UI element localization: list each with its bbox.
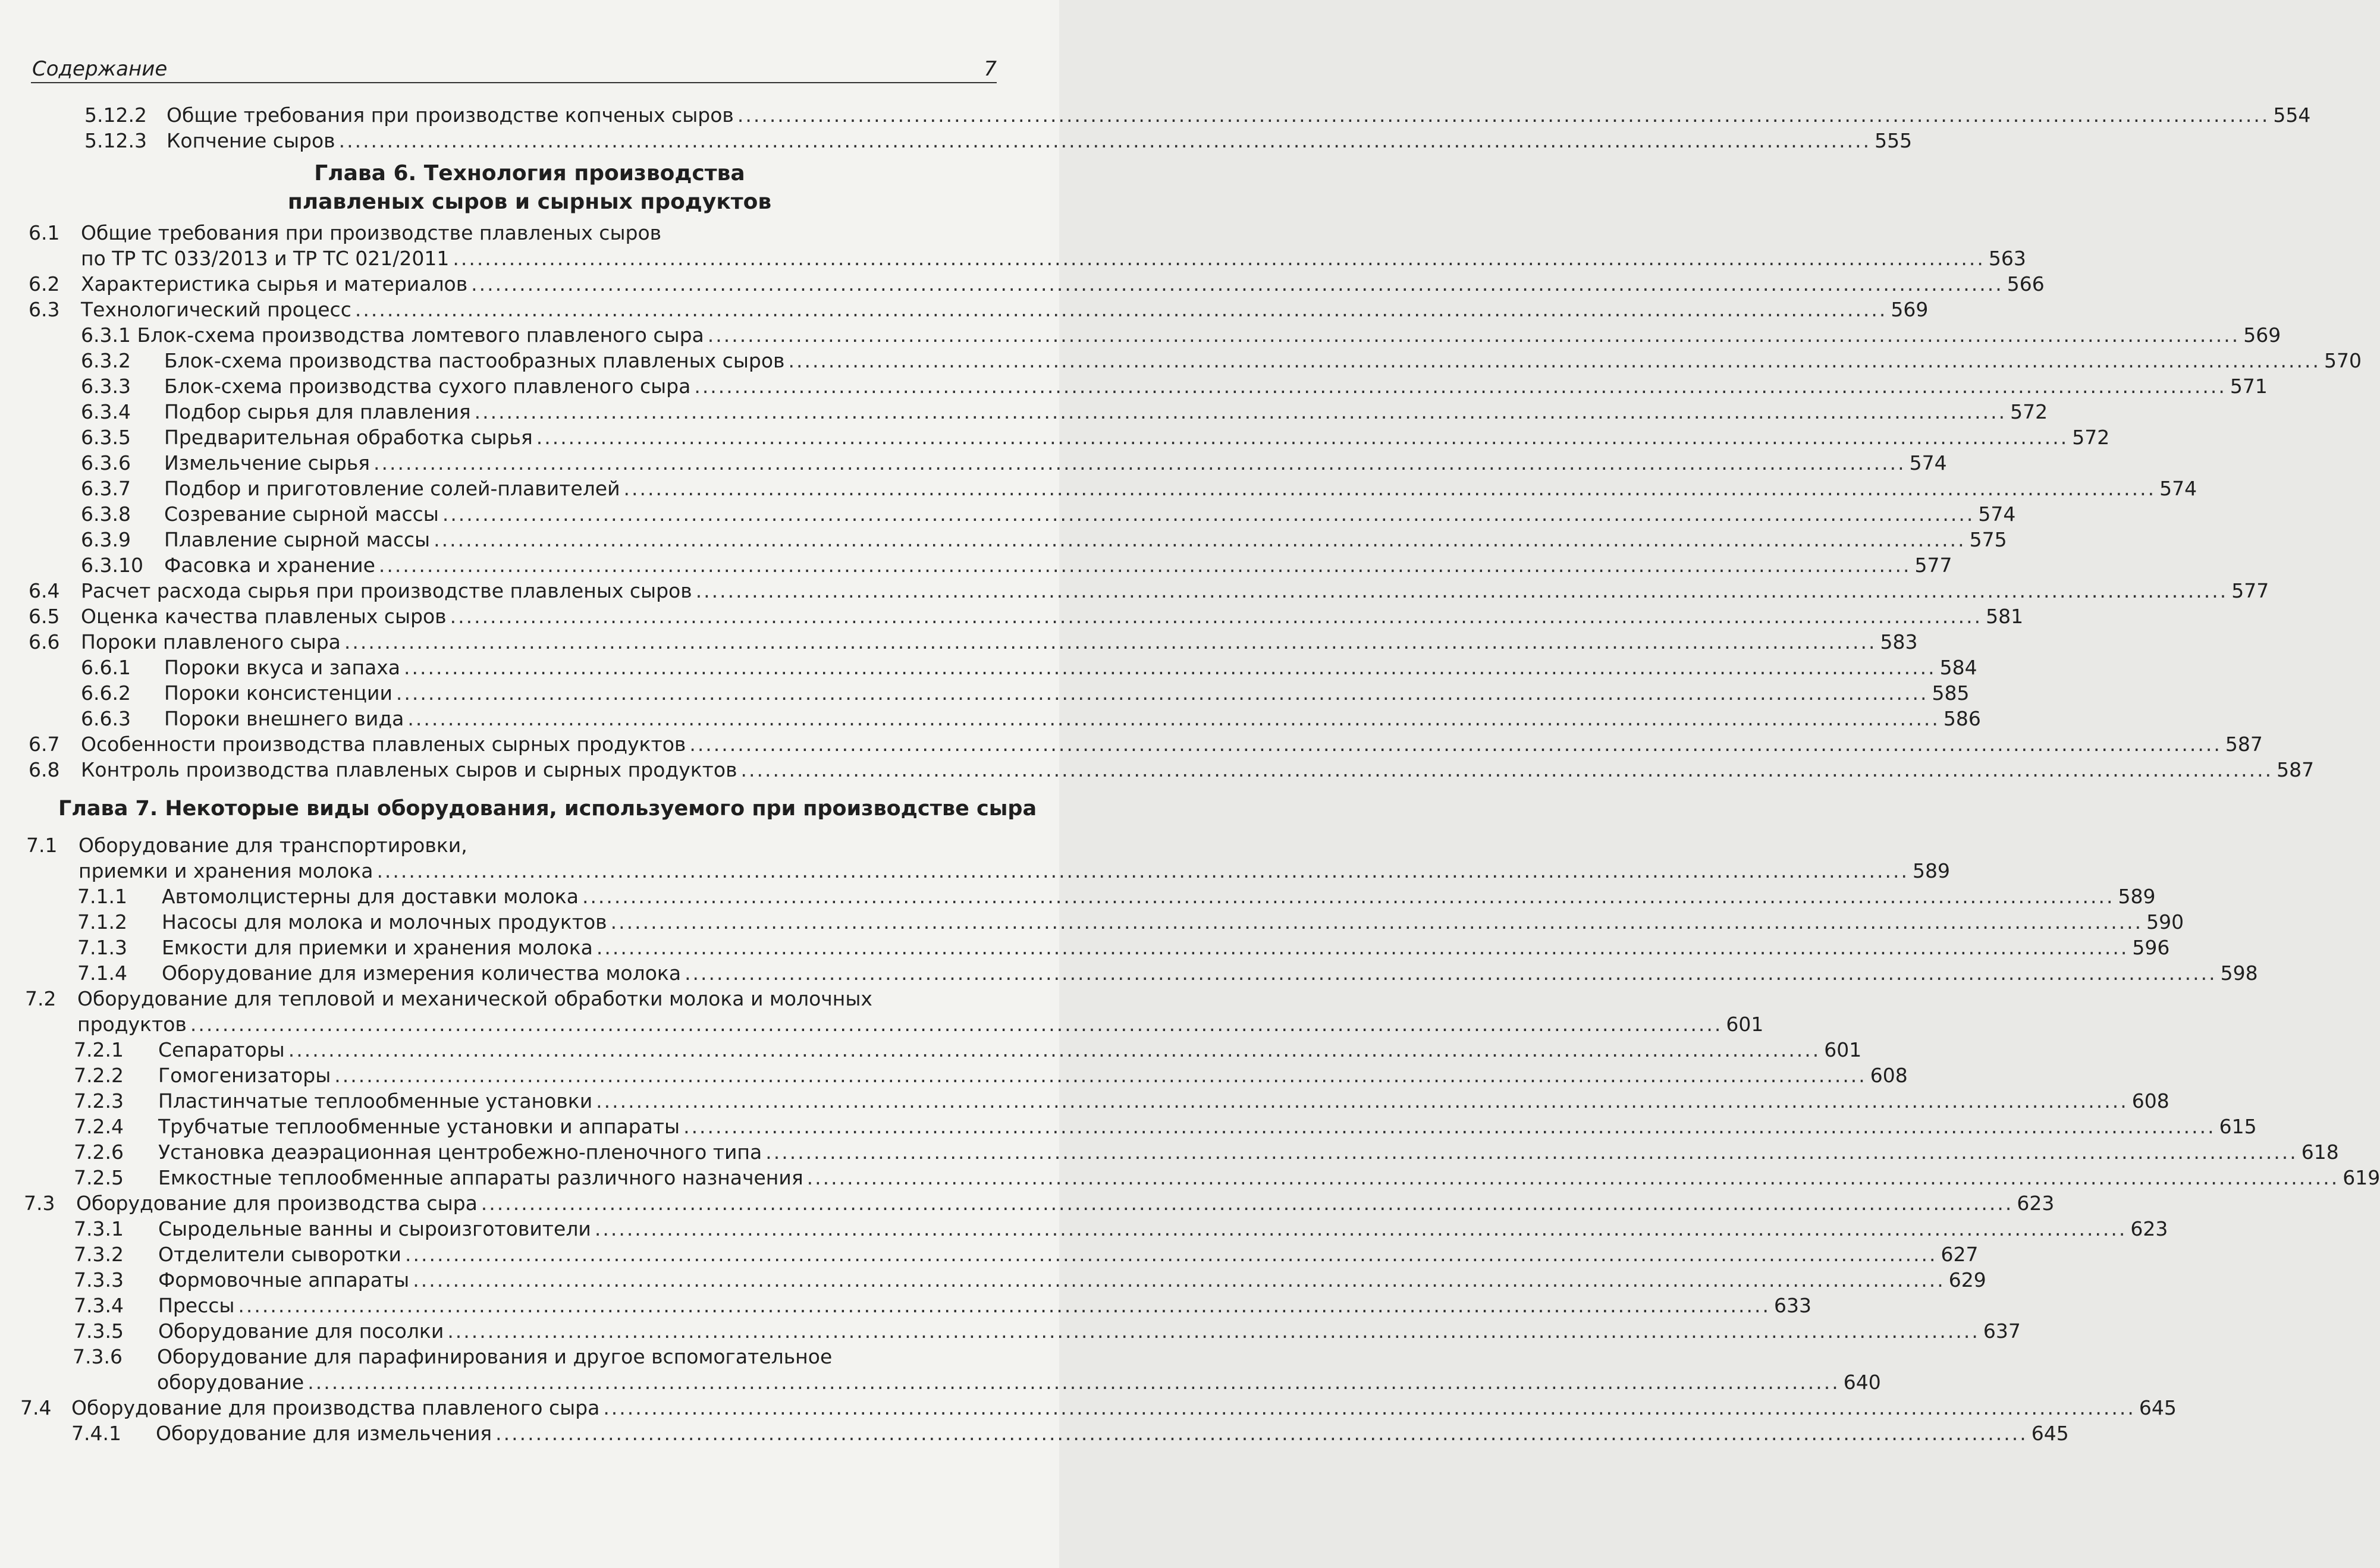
toc-entry-title: Блок-схема производства сухого плавленого сыра — [164, 375, 691, 398]
toc-entry-title: Оборудование для производства сыра — [76, 1192, 478, 1215]
toc-entry-page: 633 — [1773, 1294, 1811, 1317]
toc-entry-line — [164, 501, 2016, 527]
toc-entry-line — [79, 858, 1950, 884]
toc-entry-number: 7.2.1 — [74, 1038, 124, 1061]
toc-entry — [0, 960, 2258, 986]
dot-leader: ............................................................................................................................................................................................... — [683, 1115, 2216, 1138]
toc-entry — [0, 884, 2156, 909]
dot-leader: ............................................................................................................................................................................................... — [373, 451, 1906, 475]
toc-entry-page: 571 — [2230, 375, 2268, 398]
toc-entry-page: 627 — [1941, 1243, 1979, 1266]
toc-entry-title: Плавление сырной массы — [164, 528, 431, 551]
toc-entry-title: Подбор и приготовление солей-плавителей — [164, 477, 620, 500]
toc-entry-page: 566 — [2007, 272, 2045, 296]
toc-entry-title: Емкости для приемки и хранения молока — [162, 936, 593, 959]
toc-entry-line — [164, 655, 1977, 680]
toc-entry-line — [164, 425, 2110, 450]
dot-leader: ............................................................................................................................................................................................... — [405, 1243, 1938, 1266]
toc-entry-line — [164, 476, 2197, 501]
toc-entry-line — [158, 1088, 2169, 1114]
toc-entry-page: 637 — [1983, 1319, 2021, 1343]
toc-entry — [0, 501, 2016, 527]
toc-entry-number: 6.3.4 — [81, 400, 131, 423]
dot-leader: ............................................................................................................................................................................................... — [707, 323, 2240, 347]
toc-entry-page: 574 — [1909, 451, 1947, 475]
toc-entry-title: Пороки вкуса и запаха — [164, 656, 401, 679]
toc-entry-number: 6.3.3 — [81, 375, 131, 398]
toc-entry-page: 554 — [2273, 103, 2311, 127]
toc-entry-line — [81, 246, 2026, 271]
toc-entry — [0, 1267, 1986, 1293]
toc-entry-title: Блок-схема производства пастообразных плавленых сыров — [164, 349, 785, 372]
dot-leader: ............................................................................................................................................................................................... — [404, 656, 1936, 679]
toc-entry — [0, 1165, 2380, 1190]
toc-entry-line — [167, 102, 2311, 128]
toc-entry-page: 577 — [1914, 554, 1952, 577]
toc-entry — [0, 1088, 2169, 1114]
toc-entry-number: 7.3.3 — [74, 1268, 124, 1292]
toc-entry-title: Общие требования при производстве копченых сыров — [167, 103, 734, 127]
toc-entry-number: 5.12.2 — [84, 103, 147, 127]
toc-entry-title: Измельчение сырья — [164, 451, 370, 475]
toc-entry — [0, 102, 2311, 128]
dot-leader: ............................................................................................................................................................................................... — [453, 247, 1985, 270]
toc-entry-number: 6.6.3 — [81, 707, 131, 730]
toc-entry-line — [76, 1190, 2055, 1216]
toc-entry-number: 7.4 — [20, 1396, 52, 1419]
dot-leader: ............................................................................................................................................................................................... — [190, 1013, 1723, 1036]
dot-leader: ............................................................................................................................................................................................... — [481, 1192, 2014, 1215]
toc-entry — [0, 1421, 2069, 1446]
toc-entry-line — [81, 271, 2045, 297]
dot-leader: ............................................................................................................................................................................................... — [495, 1422, 2028, 1445]
toc-entry-title: Сепараторы — [158, 1038, 285, 1061]
toc-entry — [0, 1344, 1059, 1369]
toc-entry-page: 608 — [2131, 1089, 2169, 1113]
toc-entry-number: 6.3.8 — [81, 502, 131, 526]
toc-entry-page: 583 — [1880, 630, 1918, 653]
toc-entry-page: 590 — [2146, 910, 2184, 934]
toc-entry — [0, 1318, 2021, 1344]
toc-entry-page: 598 — [2220, 961, 2258, 985]
dot-leader: ............................................................................................................................................................................................... — [689, 733, 2222, 756]
toc-entry — [0, 1190, 2055, 1216]
dot-leader: ............................................................................................................................................................................................... — [307, 1371, 1840, 1394]
toc-entry-title: Подбор сырья для плавления — [164, 400, 471, 423]
toc-entry-number: 6.8 — [29, 758, 60, 781]
toc-entry-number: 7.2.3 — [74, 1089, 124, 1113]
dot-leader: ............................................................................................................................................................................................... — [788, 349, 2321, 372]
dot-leader: ............................................................................................................................................................................................... — [376, 859, 1909, 882]
running-header — [31, 52, 997, 83]
toc-entry-title: Емкостные теплообменные аппараты различного назначения — [158, 1166, 803, 1189]
dot-leader: ............................................................................................................................................................................................... — [450, 605, 1983, 628]
toc-entry-page: 555 — [1875, 129, 1913, 152]
toc-entry-line — [162, 884, 2156, 909]
dot-leader: ............................................................................................................................................................................................... — [695, 579, 2228, 602]
toc-entry-page: 581 — [1986, 605, 2024, 628]
dot-leader: ............................................................................................................................................................................................... — [442, 502, 1975, 526]
dot-leader: ............................................................................................................................................................................................... — [474, 400, 2007, 423]
toc-entry-page: 585 — [1932, 681, 1970, 705]
toc-entry-line — [81, 731, 2263, 757]
toc-entry — [0, 476, 2197, 501]
toc-entry-number: 7.3.5 — [74, 1319, 124, 1343]
toc-entry — [0, 1242, 1979, 1267]
toc-entry — [0, 909, 2184, 935]
toc-entry-title: Пороки внешнего вида — [164, 707, 404, 730]
dot-leader: ............................................................................................................................................................................................... — [685, 961, 2217, 985]
dot-leader: ............................................................................................................................................................................................... — [334, 1064, 1867, 1087]
chapter7-entries-c — [0, 1395, 2177, 1446]
toc-entry-number: 7.4.1 — [71, 1422, 121, 1445]
dot-leader: ............................................................................................................................................................................................... — [610, 910, 2143, 934]
toc-entry — [0, 706, 1981, 731]
toc-entry-line — [158, 1242, 1979, 1267]
toc-entry-number: 6.3 — [29, 298, 60, 321]
toc-entry-title: Отделители сыворотки — [158, 1243, 401, 1266]
header-section-title: Содержание — [32, 57, 168, 81]
toc-entry — [0, 425, 2110, 450]
toc-entry — [0, 935, 2170, 960]
toc-entry-number: 7.1.3 — [77, 936, 127, 959]
toc-entry-page: 574 — [1978, 502, 2016, 526]
toc-entry — [0, 552, 1952, 578]
dot-leader: ............................................................................................................................................................................................... — [288, 1038, 1821, 1061]
toc-entry-number: 6.6.1 — [81, 656, 131, 679]
toc-entry-title: Пластинчатые теплообменные установки — [158, 1089, 593, 1113]
toc-entry-line — [71, 1395, 2177, 1421]
toc-entry-title: Копчение сыров — [167, 129, 335, 152]
toc-entry-continuation — [0, 1369, 1881, 1395]
dot-leader: ............................................................................................................................................................................................... — [395, 681, 1929, 705]
toc-entry-page: 645 — [2139, 1396, 2177, 1419]
toc-entry-page: 587 — [2277, 758, 2315, 781]
toc-entry-line — [164, 706, 1981, 731]
dot-leader: ............................................................................................................................................................................................... — [596, 936, 2129, 959]
toc-entry-line — [81, 297, 1929, 322]
toc-entry-title: Расчет расхода сырья при производстве плавленых сыров — [81, 579, 692, 602]
toc-entry-number: 7.1.4 — [77, 961, 127, 985]
toc-entry-page: 619 — [2343, 1166, 2380, 1189]
dot-leader: ............................................................................................................................................................................................... — [603, 1396, 2136, 1419]
toc-entry-page: 601 — [1824, 1038, 1862, 1061]
toc-entry — [0, 731, 2263, 757]
toc-entry-page: 577 — [2231, 579, 2269, 602]
toc-entry — [0, 1037, 1862, 1063]
toc-entry-line — [81, 604, 2024, 629]
toc-entry — [0, 629, 1918, 655]
dot-leader: ............................................................................................................................................................................................... — [806, 1166, 2340, 1189]
toc-entry-title: Фасовка и хранение — [164, 554, 375, 577]
toc-entry-page: 615 — [2219, 1115, 2257, 1138]
toc-entry-continuation — [0, 858, 1950, 884]
toc-entry — [0, 1395, 2177, 1421]
toc-entry-title: Оборудование для парафинирования и другое вспомогательное — [157, 1345, 833, 1368]
dot-leader: ............................................................................................................................................................................................... — [594, 1217, 2127, 1240]
toc-entry — [0, 832, 1059, 858]
toc-entry-title: оборудование — [157, 1371, 304, 1394]
toc-entry-title: Технологический процесс — [81, 298, 351, 321]
toc-entry-title: Контроль производства плавленых сыров и сырных продуктов — [81, 758, 737, 781]
toc-entry-title: Насосы для молока и молочных продуктов — [162, 910, 607, 934]
toc-entry — [0, 322, 2281, 348]
dot-leader: ............................................................................................................................................................................................... — [344, 630, 1877, 653]
toc-entry-number: 6.3.5 — [81, 426, 131, 449]
toc-entry-title: Оборудование для производства плавленого сыра — [71, 1396, 600, 1419]
toc-entry — [0, 604, 2024, 629]
dot-leader: ............................................................................................................................................................................................... — [413, 1268, 1945, 1292]
toc-entry-line — [164, 450, 1947, 476]
toc-entry-title: Пороки плавленого сыра — [81, 630, 341, 653]
toc-entry-line — [156, 1421, 2069, 1446]
toc-entry-number: 6.4 — [29, 579, 60, 602]
chapter6-entries — [0, 271, 2362, 783]
toc-entry-page: 645 — [2031, 1422, 2069, 1445]
toc-entry — [0, 1293, 1811, 1318]
toc-entry-page: 584 — [1939, 656, 1977, 679]
dot-leader: ............................................................................................................................................................................................... — [536, 426, 2069, 449]
toc-entry — [0, 1216, 2168, 1242]
toc-entry-line — [81, 578, 2269, 604]
toc-entry — [0, 348, 2362, 373]
dot-leader: ............................................................................................................................................................................................... — [447, 1319, 1980, 1343]
dot-leader: ............................................................................................................................................................................................... — [623, 477, 2156, 500]
toc-entry-page: 589 — [2118, 885, 2156, 908]
dot-leader: ............................................................................................................................................................................................... — [338, 129, 1872, 152]
toc-entry-title: Общие требования при производстве плавленых сыров — [81, 221, 662, 244]
toc-entry-line — [158, 1216, 2168, 1242]
toc-entry — [0, 271, 2045, 297]
dot-leader: ............................................................................................................................................................................................... — [354, 298, 1888, 321]
toc-entry-title: Оценка качества плавленых сыров — [81, 605, 447, 628]
toc-entry-title: Оборудование для измерения количества молока — [162, 961, 682, 985]
toc-entry-title: Сыродельные ванны и сыроизготовители — [158, 1217, 591, 1240]
dot-leader: ............................................................................................................................................................................................... — [737, 103, 2270, 127]
toc-entry-page: 623 — [2130, 1217, 2168, 1240]
toc-entry-number: 7.1.1 — [77, 885, 127, 908]
dot-leader: ............................................................................................................................................................................................... — [582, 885, 2115, 908]
table-of-contents — [0, 102, 2380, 1446]
toc-entry-number: 6.6 — [29, 630, 60, 653]
toc-entry — [0, 986, 1059, 1011]
toc-entry-page: 569 — [2243, 323, 2281, 347]
dot-leader: ............................................................................................................................................................................................... — [471, 272, 2004, 296]
toc-entry-title: Оборудование для тепловой и механической обработки молока и молочных — [77, 987, 872, 1010]
toc-entry-page: 640 — [1843, 1371, 1881, 1394]
toc-entry-title: Формовочные аппараты — [158, 1268, 410, 1292]
toc-entry-line — [158, 1165, 2380, 1190]
toc-entry-number: 7.3.6 — [73, 1345, 123, 1368]
chapter-heading-line: плавленых сыров и сырных продуктов — [287, 190, 772, 214]
toc-entry — [0, 1139, 2339, 1165]
toc-entry-title: Автомолцистерны для доставки молока — [162, 885, 579, 908]
toc-entry-line — [162, 909, 2184, 935]
toc-entry-page: 601 — [1726, 1013, 1764, 1036]
toc-entry-number: 6.3.9 — [81, 528, 131, 551]
toc-entry-page: 596 — [2132, 936, 2170, 959]
toc-entry-page: 629 — [1948, 1268, 1986, 1292]
toc-entry-line — [162, 960, 2258, 986]
dot-leader: ............................................................................................................................................................................................... — [596, 1089, 2128, 1113]
toc-entry-line — [77, 1011, 1764, 1037]
toc-entry — [0, 399, 2048, 425]
toc-entry-line — [158, 1293, 1811, 1318]
toc-entry-number: 7.2.4 — [74, 1115, 124, 1138]
toc-entry-number: 7.2.5 — [74, 1166, 124, 1189]
dot-leader: ............................................................................................................................................................................................... — [765, 1140, 2298, 1164]
toc-entry — [0, 220, 1059, 246]
toc-entry — [0, 450, 1947, 476]
toc-entry-number: 6.3.6 — [81, 451, 131, 475]
toc-entry — [0, 680, 1970, 706]
toc-entry-title: Трубчатые теплообменные установки и аппараты — [158, 1115, 680, 1138]
toc-entry — [0, 655, 1977, 680]
toc-entry-page: 587 — [2225, 733, 2263, 756]
toc-entry-number: 6.3.7 — [81, 477, 131, 500]
toc-entry-title: Установка деаэрационная центробежно-пленочного типа — [158, 1140, 762, 1164]
toc-entry-title: приемки и хранения молока — [79, 859, 373, 882]
toc-entry-title: Особенности производства плавленых сырных продуктов — [81, 733, 686, 756]
toc-entry-page: 574 — [2159, 477, 2197, 500]
toc-entry-number: 7.2.2 — [74, 1064, 124, 1087]
toc-entry-number: 7.2 — [25, 987, 56, 1010]
header-page-number: 7 — [984, 57, 997, 81]
dot-leader: ............................................................................................................................................................................................... — [238, 1294, 1770, 1317]
toc-entry-number: 7.3.1 — [74, 1217, 124, 1240]
toc-entry-title: Пороки консистенции — [164, 681, 393, 705]
chapter-heading-line: Глава 6. Технология производства — [314, 161, 745, 186]
dot-leader: ............................................................................................................................................................................................... — [407, 707, 1940, 730]
toc-entry-number: 6.3.2 — [81, 349, 131, 372]
toc-entry-page: 569 — [1891, 298, 1929, 321]
toc-entry-line — [157, 1369, 1881, 1395]
toc-entry-title: продуктов — [77, 1013, 187, 1036]
toc-entry-number: 6.6.2 — [81, 681, 131, 705]
toc-entry-continuation — [0, 1011, 1764, 1037]
toc-entry-line — [81, 322, 2281, 348]
toc-entry-title: Оборудование для транспортировки, — [79, 834, 467, 857]
toc-entry-line — [162, 935, 2170, 960]
toc-entry-number: 7.3 — [24, 1192, 55, 1215]
toc-entry — [0, 1114, 2257, 1139]
toc-entry-number: 6.3.10 — [81, 554, 143, 577]
dot-leader: ............................................................................................................................................................................................... — [740, 758, 2274, 781]
toc-entry-title: Оборудование для посолки — [158, 1319, 444, 1343]
toc-entry-line — [167, 128, 1913, 153]
toc-entry — [0, 527, 2007, 552]
toc-entry-line — [158, 1139, 2339, 1165]
toc-entry-line — [158, 1063, 1908, 1088]
toc-entry — [0, 128, 1913, 153]
toc-entry-number: 6.1 — [29, 221, 60, 244]
toc-entry-title: Характеристика сырья и материалов — [81, 272, 468, 296]
toc-entry-page: 589 — [1912, 859, 1950, 882]
toc-entry-line — [81, 629, 1918, 655]
toc-entry-title: по ТР ТС 033/2013 и ТР ТС 021/2011 — [81, 247, 450, 270]
toc-entry-page: 572 — [2010, 400, 2048, 423]
toc-entry-line — [158, 1037, 1862, 1063]
toc-entry-line — [164, 373, 2268, 399]
toc-entry-title: Оборудование для измельчения — [156, 1422, 492, 1445]
toc-entry-number: 5.12.3 — [84, 129, 147, 152]
toc-entry-number: 7.1.2 — [77, 910, 127, 934]
dot-leader: ............................................................................................................................................................................................... — [378, 554, 1911, 577]
dot-leader: ............................................................................................................................................................................................... — [434, 528, 1966, 551]
chapter-heading: Глава 7. Некоторые виды оборудования, используемого при производстве сыра — [58, 797, 1037, 821]
toc-entry-line — [158, 1267, 1986, 1293]
chapter7-entries-b — [0, 1037, 2380, 1344]
toc-entry-title: Прессы — [158, 1294, 235, 1317]
toc-entry-title: Гомогенизаторы — [158, 1064, 331, 1087]
toc-entry-page: 572 — [2072, 426, 2110, 449]
toc-entry — [0, 578, 2269, 604]
toc-entry-page: 586 — [1943, 707, 1981, 730]
toc-entry — [0, 1063, 1908, 1088]
toc-entry-line — [158, 1318, 2021, 1344]
toc-entry-page: 570 — [2324, 349, 2362, 372]
chapter-heading — [0, 159, 1059, 216]
toc-entry — [0, 373, 2268, 399]
toc-entry-title: Предварительная обработка сырья — [164, 426, 533, 449]
toc-entry-line — [81, 757, 2315, 783]
toc-entry-page: 623 — [2017, 1192, 2055, 1215]
toc-entry-line — [164, 552, 1952, 578]
toc-entry — [0, 757, 2315, 783]
toc-entry-continuation — [0, 246, 2026, 271]
toc-entry-title: 6.3.1 Блок-схема производства ломтевого плавленого сыра — [81, 323, 704, 347]
toc-entry-number: 7.2.6 — [74, 1140, 124, 1164]
toc-entry-title: Созревание сырной массы — [164, 502, 439, 526]
toc-entry-number: 6.5 — [29, 605, 60, 628]
toc-entry-line — [164, 399, 2048, 425]
toc-entry-line — [164, 680, 1970, 706]
dot-leader: ............................................................................................................................................................................................... — [694, 375, 2227, 398]
toc-entry-line — [158, 1114, 2257, 1139]
toc-entry-line — [164, 348, 2362, 373]
toc-entry — [0, 297, 1929, 322]
toc-entry-line — [164, 527, 2007, 552]
chapter7-entries-a — [0, 884, 2258, 986]
toc-entry-number: 7.3.2 — [74, 1243, 124, 1266]
toc-entry-number: 6.7 — [29, 733, 60, 756]
toc-entry-page: 608 — [1870, 1064, 1908, 1087]
toc-entry-page: 575 — [1969, 528, 2007, 551]
toc-entry-page: 563 — [1988, 247, 2026, 270]
toc-entry-page: 618 — [2301, 1140, 2339, 1164]
toc-entry-number: 7.3.4 — [74, 1294, 124, 1317]
toc-entry-number: 6.2 — [29, 272, 60, 296]
toc-entry-number: 7.1 — [26, 834, 58, 857]
